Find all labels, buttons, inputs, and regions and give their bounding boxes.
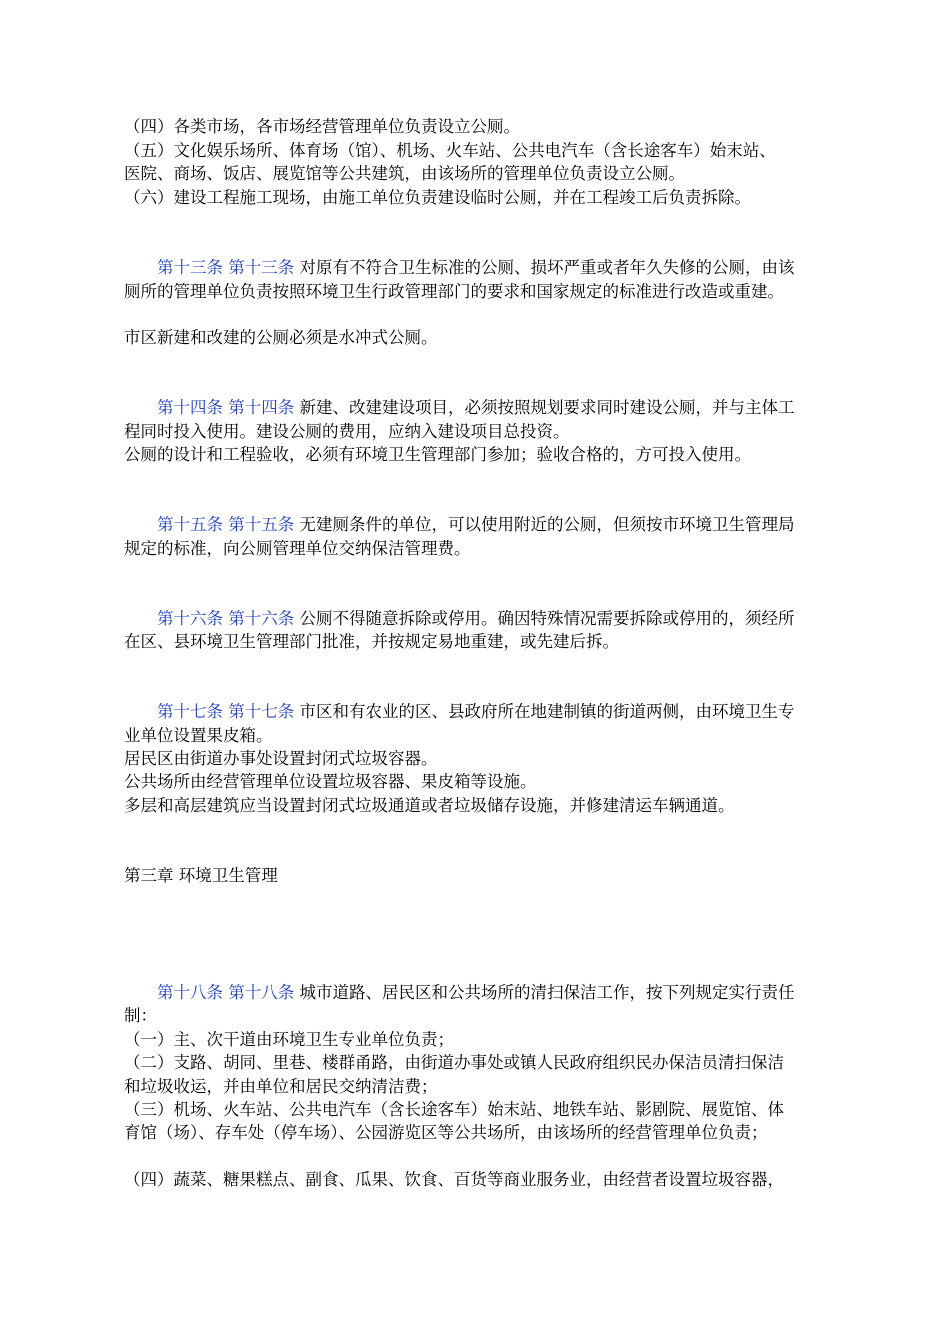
- article-15-heading: 第十五条: [157, 515, 223, 534]
- article-18-item: 和垃圾收运，并由单位和居民交纳清洁费；: [124, 1077, 438, 1096]
- clause-line: （四）各类市场，各市场经营管理单位负责设立公厕。: [124, 117, 520, 136]
- article-13-text: 对原有不符合卫生标准的公厕、损坏严重或者年久失修的公厕，由该: [294, 258, 795, 277]
- article-18-heading: 第十八条: [157, 983, 223, 1002]
- article-18-item: （一）主、次干道由环境卫生专业单位负责；: [124, 1030, 454, 1049]
- article-14-text: 新建、改建建设项目，必须按照规划要求同时建设公厕，并与主体工: [294, 398, 795, 417]
- article-18-line: 制：: [124, 1006, 157, 1025]
- article-17-text: 市区和有农业的区、县政府所在地建制镇的街道两侧，由环境卫生专: [294, 702, 795, 721]
- article-16-line: 在区、县环境卫生管理部门批准，并按规定易地重建，或先建后拆。: [124, 632, 619, 651]
- article-15-line: 规定的标准，向公厕管理单位交纳保洁管理费。: [124, 539, 471, 558]
- article-18-line: [124, 981, 844, 1004]
- article-15-heading-repeat: 第十五条: [228, 515, 295, 534]
- article-13-line: [124, 256, 844, 279]
- clause-line: （六）建设工程施工现场，由施工单位负责建设临时公厕，并在工程竣工后负责拆除。: [124, 188, 751, 207]
- article-18-heading-repeat: 第十八条: [228, 983, 295, 1002]
- article-17-line: [124, 700, 844, 723]
- article-14-line: 程同时投入使用。建设公厕的费用，应纳入建设项目总投资。: [124, 422, 570, 441]
- article-14-paragraph: 公厕的设计和工程验收，必须有环境卫生管理部门参加；验收合格的，方可投入使用。: [124, 445, 751, 464]
- article-18-item: （四）蔬菜、糖果糕点、副食、瓜果、饮食、百货等商业服务业，由经营者设置垃圾容器，: [124, 1170, 784, 1189]
- article-15-line: [124, 513, 844, 536]
- article-15-text: 无建厕条件的单位，可以使用附近的公厕，但须按市环境卫生管理局: [294, 515, 795, 534]
- article-14-heading-repeat: 第十四条: [228, 398, 295, 417]
- article-17-line: 业单位设置果皮箱。: [124, 726, 273, 745]
- clause-line: （五）文化娱乐场所、体育场（馆）、机场、火车站、公共电汽车（含长途客车）始末站、: [124, 141, 776, 160]
- article-18-text: 城市道路、居民区和公共场所的清扫保洁工作，按下列规定实行责任: [294, 983, 795, 1002]
- article-17-paragraph: 多层和高层建筑应当设置封闭式垃圾通道或者垃圾储存设施，并修建清运车辆通道。: [124, 796, 735, 815]
- article-18-item: （二）支路、胡同、里巷、楼群甬路，由街道办事处或镇人民政府组织民办保洁员清扫保洁: [124, 1053, 784, 1072]
- article-16-line: [124, 607, 844, 630]
- article-16-text: 公厕不得随意拆除或停用。确因特殊情况需要拆除或停用的，须经所: [294, 609, 795, 628]
- article-13-line: 厕所的管理单位负责按照环境卫生行政管理部门的要求和国家规定的标准进行改造或重建。: [124, 282, 784, 301]
- article-17-paragraph: 居民区由街道办事处设置封闭式垃圾容器。: [124, 749, 438, 768]
- article-14-line: [124, 396, 844, 419]
- chapter-heading: 第三章 环境卫生管理: [124, 866, 278, 885]
- article-16-heading-repeat: 第十六条: [228, 609, 295, 628]
- article-18-item: （三）机场、火车站、公共电汽车（含长途客车）始末站、地铁车站、影剧院、展览馆、体: [124, 1100, 784, 1119]
- article-14-heading: 第十四条: [157, 398, 223, 417]
- article-17-heading-repeat: 第十七条: [228, 702, 295, 721]
- article-17-heading: 第十七条: [157, 702, 223, 721]
- article-17-paragraph: 公共场所由经营管理单位设置垃圾容器、果皮箱等设施。: [124, 772, 537, 791]
- article-13-heading: 第十三条: [157, 258, 223, 277]
- article-16-heading: 第十六条: [157, 609, 223, 628]
- clause-line: 医院、商场、饭店、展览馆等公共建筑，由该场所的管理单位负责设立公厕。: [124, 164, 685, 183]
- article-18-item: 育馆（场）、存车处（停车场）、公园游览区等公共场所，由该场所的经营管理单位负责；: [124, 1123, 768, 1142]
- article-13-paragraph: 市区新建和改建的公厕必须是水冲式公厕。: [124, 328, 438, 347]
- article-13-heading-repeat: 第十三条: [228, 258, 295, 277]
